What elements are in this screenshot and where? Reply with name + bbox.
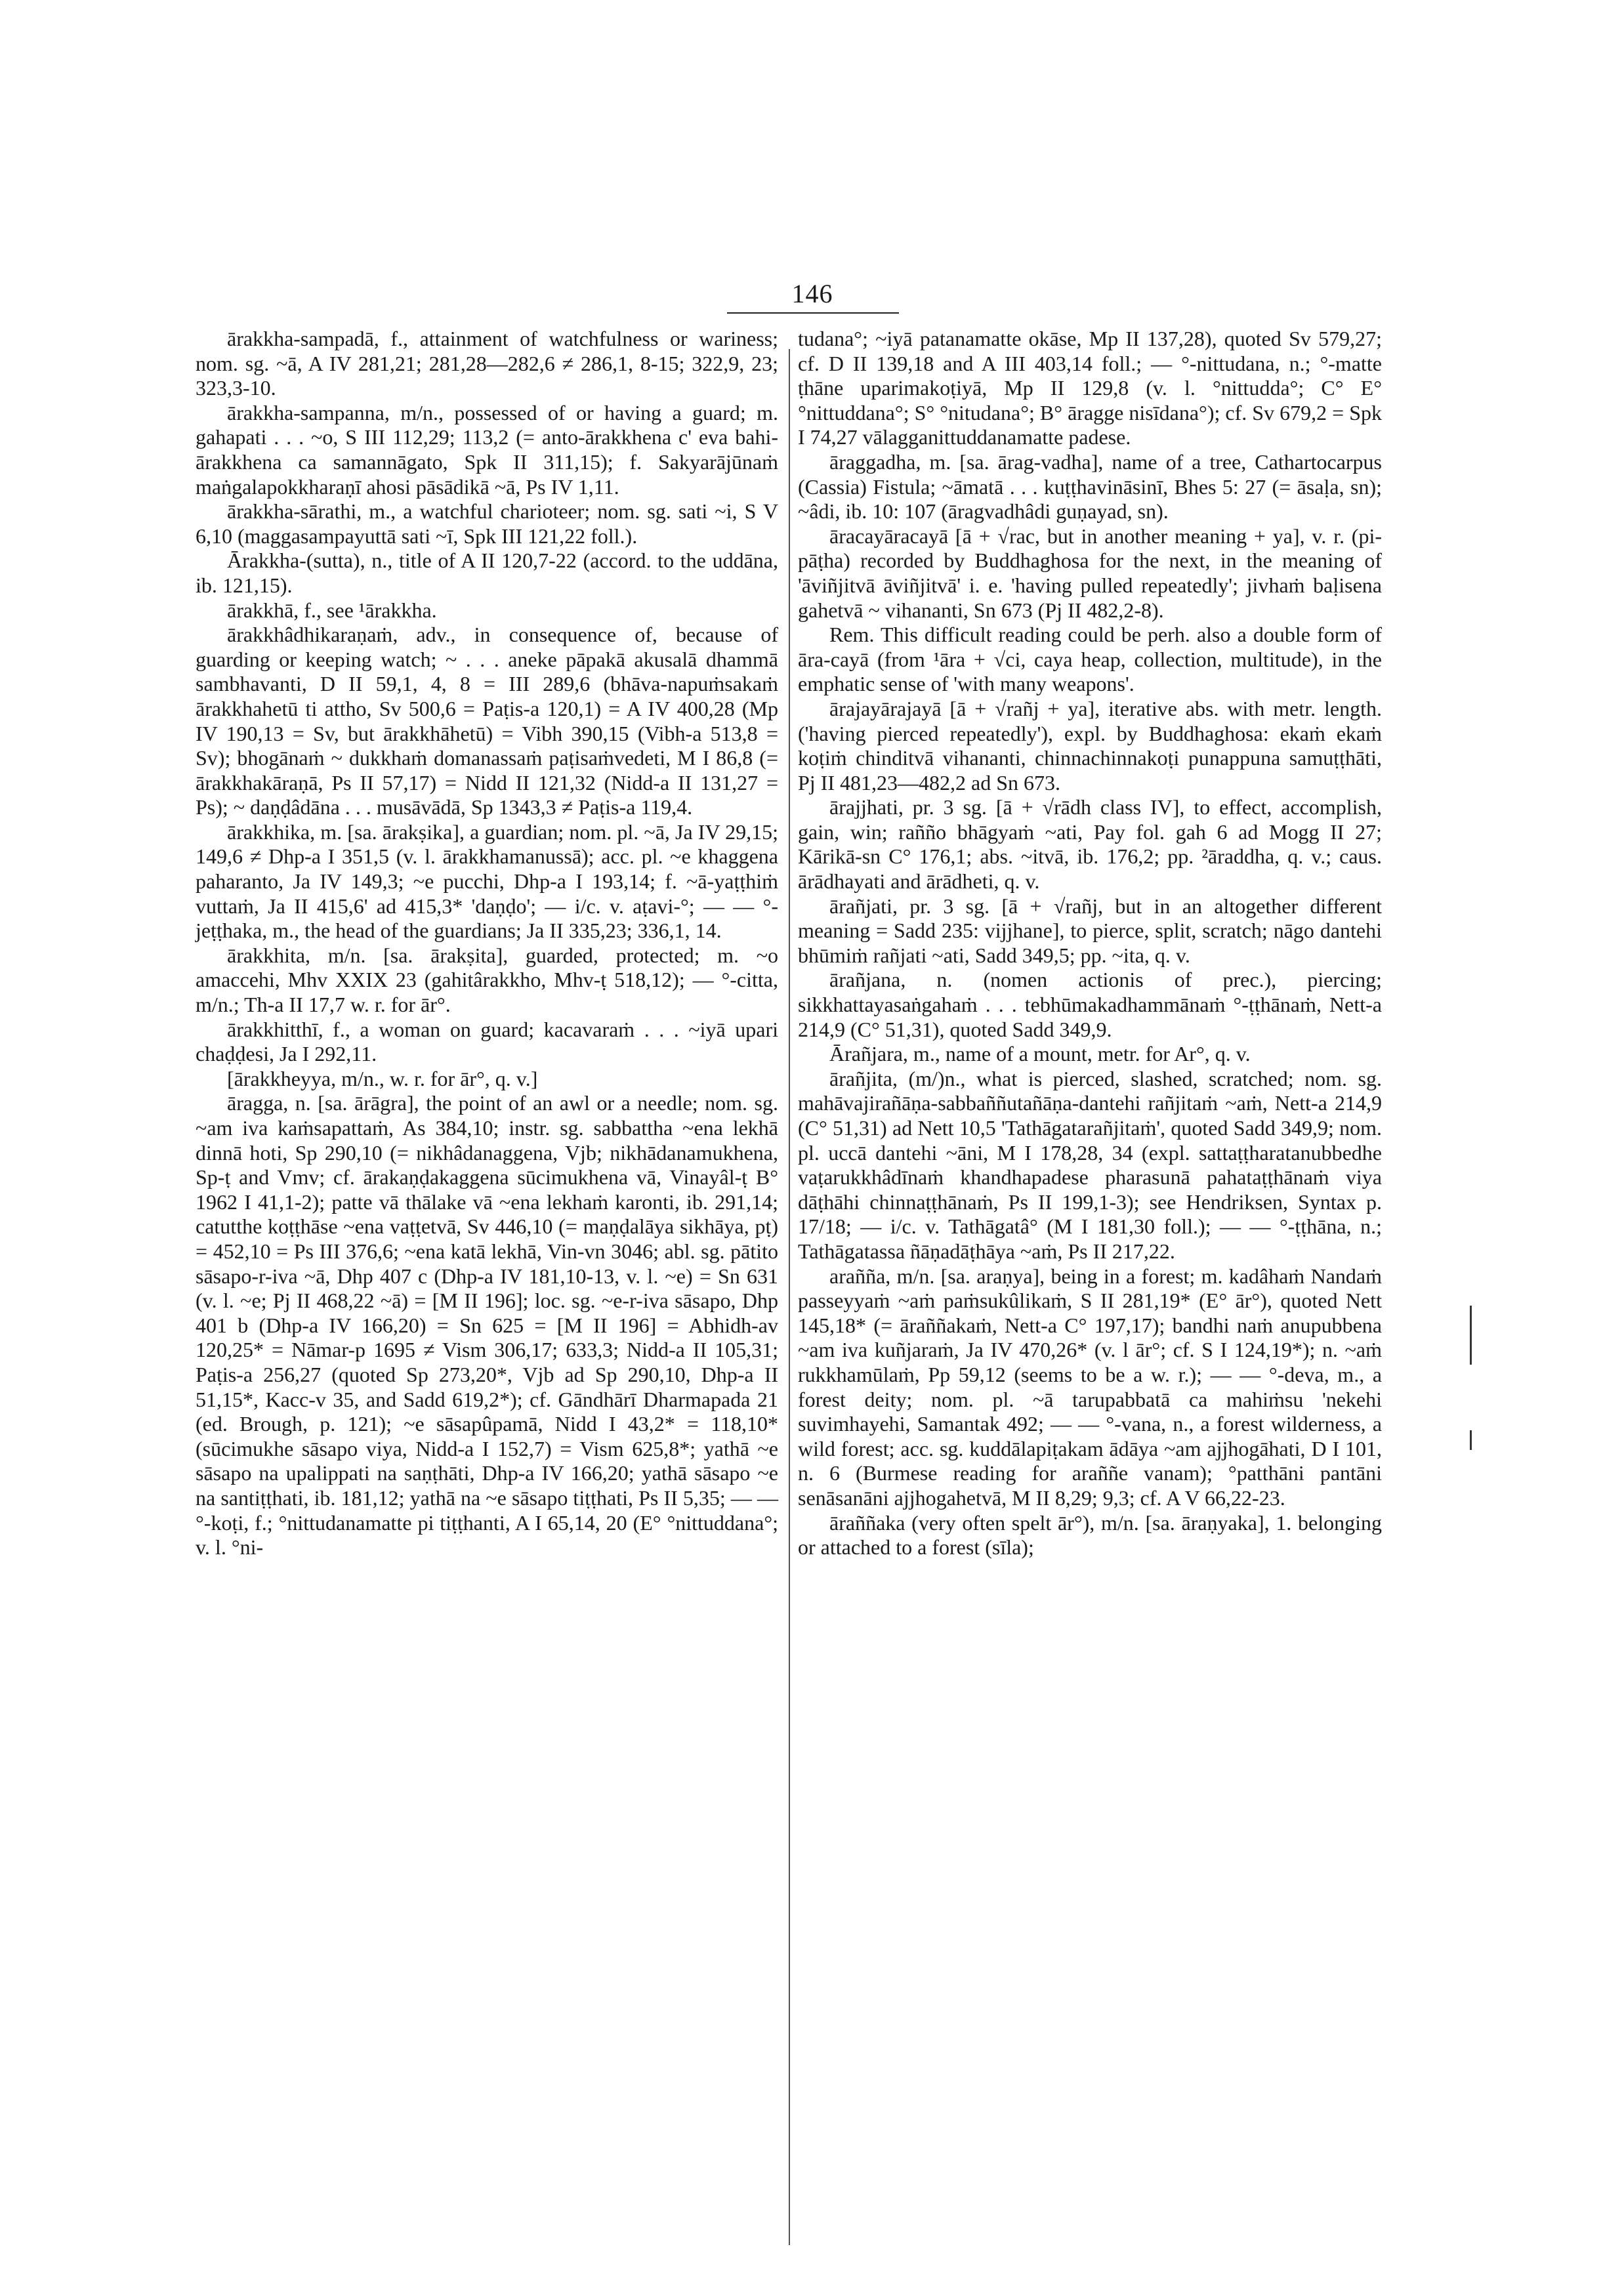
entry-arakkhadhikaranam: ārakkhâdhikaraṇaṁ, adv., in consequence of, because of guarding or keeping watch; ~ . . . aneke pāpakā akusalā dhammā sambhavanti, D II 59,1, 4, 8 = III 289,6 (bhāva-napuṁsakaṁ ārakkhahetū ti attho, Sv 500,6 = Paṭis-a 120,1) = A IV 400,28 (Mp IV 190,13 = Sv, but ārakkhāhetū) = Vibh 390,15 (Vibh-a 513,8 = Sv); bhogānaṁ ~ dukkhaṁ domanassaṁ paṭisaṁvedeti, M I 86,8 (= ārakkhakāraṇā, Ps II 57,17) = Nidd II 121,32 (Nidd-a II 131,27 = Ps); ~ daṇḍâdāna . . . musāvādā, Sp 1343,3 ≠ Paṭis-a 119,4. <box>196 623 778 819</box>
entry-arakkha-sutta: Ārakkha-(sutta), n., title of A II 120,7-22 (accord. to the uddāna, ib. 121,15). <box>196 548 778 597</box>
entry-araggadha: āraggadha, m. [sa. ārag-vadha], name of a tree, Cathartocarpus (Cassia) Fistula; ~āmatā . . . kuṭṭhavināsinī, Bhes 5: 27 (= āsaḷa, sn); ~âdi, ib. 10: 107 (āragvadhâdi guṇayad, sn). <box>798 449 1382 524</box>
entry-arajayarajaya: ārajayārajayā [ā + √rañj + ya], iterative abs. with metr. length. ('having pierced repeatedly'), expl. by Buddhaghosa: ekaṁ ekaṁ koṭiṁ chinditvā vihananti, chinnachinnakoṭi punappuna samuṭṭhāti, Pj II 481,23—482,2 ad Sn 673. <box>798 696 1382 795</box>
entry-arakkha-sampada: ārakkha-sampadā, f., attainment of watchfulness or wariness; nom. sg. ~ā, A IV 281,21; 281,28—282,6 ≠ 286,1, 8-15; 322,9, 23; 323,3-10. <box>196 327 778 400</box>
entry-aranjita: ārañjita, (m/)n., what is pierced, slashed, scratched; nom. sg. mahāvajirañāṇa-sabbaññutañāṇa-dantehi rañjitaṁ ~aṁ, Nett-a 214,9 (C° 51,31) ad Nett 10,5 'Tathāgatarañjitaṁ', quoted Sadd 349,9; nom. pl. uccā dantehi ~āni, M I 178,28, 34 (expl. sattaṭṭharatanubbedhe vaṭarukkhâdīnaṁ khandhapadese pharasunā pahataṭṭhānaṁ viya dāṭhāhi chinnaṭṭhānaṁ, Ps II 199,1-3); see Hendriksen, Syntax p. 17/18; — i/c. v. Tathāgatâ° (M I 181,30 foll.); — — °-ṭṭhāna, n.; Tathāgatassa ñāṇadāṭhāya ~aṁ, Ps II 217,22. <box>798 1066 1382 1263</box>
entry-aragga-continued: tudana°; ~iyā patanamatte okāse, Mp II 137,28), quoted Sv 579,27; cf. D II 139,18 and A III 403,14 foll.; — °-nittudana, n.; °-matte ṭhāne uparimakoṭiyā, Mp II 129,8 (v. l. °nittudda°; C° E° °nittuddana°; S° °nitudana°; B° āragge nisīdana°); cf. Sv 679,2 = Spk I 74,27 vālagganittuddanamatte padese. <box>798 327 1382 449</box>
entry-aranjana: ārañjana, n. (nomen actionis of prec.), piercing; sikkhattayasaṅgahaṁ . . . tebhūmakadhammānaṁ °-ṭṭhānaṁ, Nett-a 214,9 (C° 51,31), quoted Sadd 349,9. <box>798 968 1382 1041</box>
page-number-rule <box>727 312 899 314</box>
entry-arakkhita: ārakkhita, m/n. [sa. ārakṣita], guarded, protected; m. ~o amaccehi, Mhv XXIX 23 (gahitârakkho, Mhv-ṭ 518,12); — °-citta, m/n.; Th-a II 17,7 w. r. for ār°. <box>196 943 778 1017</box>
entry-aracayaracaya: āracayāracayā [ā + √rac, but in another meaning + ya], v. r. (pi-pāṭha) recorded by Buddhaghosa for the next, in the meaning of 'āviñjitvā āviñjitvā' i. e. 'having pulled repeatedly'; jivhaṁ baḷisena gahetvā ~ vihananti, Sn 673 (Pj II 482,2-8). <box>798 524 1382 622</box>
column-divider <box>789 349 790 2245</box>
remark-aracayaracaya: Rem. This difficult reading could be perh. also a double form of āra-cayā (from ¹āra + √ci, caya heap, collection, multitude), in the emphatic sense of 'with many weapons'. <box>798 623 1382 696</box>
entry-arannaka: āraññaka (very often spelt ār°), m/n. [sa. āraṇyaka], 1. belonging or attached to a forest (sīla); <box>798 1510 1382 1560</box>
page-number: 146 <box>791 279 833 308</box>
entry-arakkheyya: [ārakkheyya, m/n., w. r. for ār°, q. v.] <box>227 1066 538 1090</box>
entry-aragga: āragga, n. [sa. ārāgra], the point of an awl or a needle; nom. sg. ~am iva kaṁsapattaṁ, As 384,10; instr. sg. sabbattha ~ena lekhā dinnā hoti, Sp 290,10 (= nikhâdanaggena, Vjb; nikhādanamukhena, Sp-ṭ and Vmv; cf. ārakaṇḍakaggena sūcimukhena vā, Vinayâl-ṭ B° 1962 I 41,1-2); patte vā thālake vā ~ena lekhaṁ karonti, ib. 291,14; catutthe koṭṭhāse ~ena vaṭṭetvā, Sv 446,10 (= maṇḍalāya sikhāya, pṭ) = 452,10 = Ps III 376,6; ~ena katā lekhā, Vin-vn 3046; abl. sg. pātito sāsapo-r-iva ~ā, Dhp 407 c (Dhp-a IV 181,10-13, v. l. ~e) = Sn 631 (v. l. ~e; Pj II 468,22 ~ā) = [M II 196]; loc. sg. ~e-r-iva sāsapo, Dhp 401 b (Dhp-a IV 166,20) = Sn 625 = [M II 196] = Abhidh-av 120,25* = Nāmar-p 1695 ≠ Vism 306,17; 633,3; Nidd-a II 105,31; Paṭis-a 256,27 (quoted Sp 273,20*, Vjb ad Sp 290,10, Dhp-a II 51,15*, Kacc-v 35, and Sadd 619,2*); cf. Gāndhārī Dharmapada 21 (ed. Brough, p. 121); ~e sāsapûpamā, Nidd I 43,2* = 118,10* (sūcimukhe sāsapo viya, Nidd-a I 152,7) = Vism 625,8*; yathā ~e sāsapo na upalippati na saṇṭhāti, Dhp-a IV 166,20; yathā sāsapo ~e na santiṭṭhati, ib. 181,12; yathā na ~e sāsapo tiṭṭhati, Ps II 5,35; — — °-koṭi, f.; °nittudanamatte pi tiṭṭhanti, A I 65,14, 20 (E° °nittuddana°; v. l. °ni- <box>196 1091 778 1560</box>
entry-arakkha: ārakkhā, f., see ¹ārakkha. <box>227 598 437 622</box>
entry-arakkhitthi: ārakkhitthī, f., a woman on guard; kacavaraṁ . . . ~iyā upari chaḍḍesi, Ja I 292,11. <box>196 1017 778 1066</box>
entry-arakkha-sampanna: ārakkha-sampanna, m/n., possessed of or having a guard; m. gahapati . . . ~o, S III 112,29; 113,2 (= anto-ārakkhena c' eva bahi-ārakkhena ca samannāgato, Spk II 311,15); f. Sakyarājūnaṁ maṅgalapokkharaṇī ahosi pāsādikā ~ā, Ps IV 1,11. <box>196 400 778 499</box>
margin-mark <box>1470 1306 1472 1365</box>
left-column <box>196 327 778 1560</box>
margin-mark <box>1470 1430 1472 1450</box>
entry-arakkhika: ārakkhika, m. [sa. ārakṣika], a guardian; nom. pl. ~ā, Ja IV 29,15; 149,6 ≠ Dhp-a I 351,5 (v. l. ārakkhamanussā); acc. pl. ~e khaggena paharanto, Ja IV 149,3; ~e pucchi, Dhp-a I 193,14; f. ~ā-yaṭṭhiṁ vuttaṁ, Ja II 415,6' ad 415,3* 'daṇḍo'; — i/c. v. aṭavi-°; — — °-jeṭṭhaka, m., the head of the guardians; Ja II 335,23; 336,1, 14. <box>196 819 778 943</box>
right-column <box>798 327 1382 1560</box>
entry-aranjati: ārañjati, pr. 3 sg. [ā + √rañj, but in an altogether different meaning = Sadd 235: vijjhane], to pierce, split, scratch; nāgo dantehi bhūmiṁ rañjati ~ati, Sadd 349,5; pp. ~ita, q. v. <box>798 894 1382 967</box>
entry-aranna: arañña, m/n. [sa. araṇya], being in a forest; m. kadâhaṁ Nandaṁ passeyyaṁ ~aṁ paṁsukûlikaṁ, S II 281,19* (E° ār°), quoted Nett 145,18* (= āraññakaṁ, Nett-a C° 197,17); bandhi naṁ anupubbena ~am iva kuñjaraṁ, Ja IV 470,26* (v. l ār°; cf. S I 124,19*); n. ~aṁ rukkhamūlaṁ, Pp 59,12 (seems to be a w. r.); — — °-deva, m., a forest deity; nom. pl. ~ā tarupabbatā ca mahiṁsu 'nekehi suvimhayehi, Samantak 492; — — °-vana, n., a forest wilderness, a wild forest; acc. sg. kuddālapiṭakam ādāya ~am ajjhogāhati, D I 101, n. 6 (Burmese reading for araññe vanam); °patthāni pantāni senāsanāni ajjhogahetvā, M II 8,29; 9,3; cf. A V 66,22-23. <box>798 1264 1382 1510</box>
entry-aranjara: Ārañjara, m., name of a mount, metr. for Ar°, q. v. <box>829 1042 1251 1066</box>
entry-arajjhati: ārajjhati, pr. 3 sg. [ā + √rādh class IV], to effect, accomplish, gain, win; rañño bhāgyaṁ ~ati, Pay fol. gah 6 ad Mogg II 27; Kārikā-sn C° 176,1; abs. ~itvā, ib. 176,2; pp. ²āraddha, q. v.; caus. ārādhayati and ārādheti, q. v. <box>798 795 1382 894</box>
entry-arakkha-sarathi: ārakkha-sārathi, m., a watchful charioteer; nom. sg. sati ~i, S V 6,10 (maggasampayuttā sati ~ī, Spk III 121,22 foll.). <box>196 499 778 548</box>
